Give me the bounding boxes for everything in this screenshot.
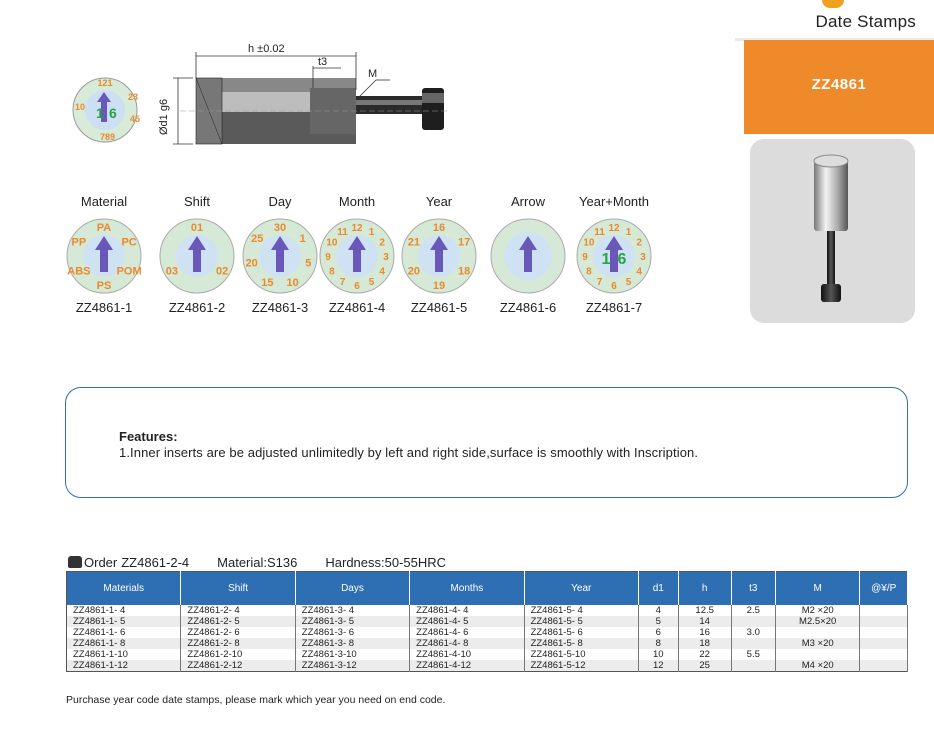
ring-label: PP xyxy=(71,236,87,249)
ring-label: 7 xyxy=(596,277,603,289)
table-cell: 25 xyxy=(678,660,731,672)
variant-label-year-month: Year+Month xyxy=(579,194,649,209)
column-header: M xyxy=(775,572,860,606)
table-cell: ZZ4861-3- 4 xyxy=(295,605,409,616)
features-box xyxy=(65,387,908,498)
ring-label: 8 xyxy=(329,266,335,278)
variant-code: ZZ4861-7 xyxy=(585,300,643,315)
table-cell: ZZ4861-2- 6 xyxy=(181,627,295,638)
variant-code: ZZ4861-5 xyxy=(410,300,468,315)
ring-label: 4 xyxy=(636,266,642,278)
variant-code: ZZ4861-1 xyxy=(75,300,133,315)
stamp-icon-year xyxy=(401,218,477,294)
table-cell: ZZ4861-3- 8 xyxy=(295,638,409,649)
ring-label: 2 xyxy=(636,237,642,249)
ring-label: 02 xyxy=(215,265,229,278)
phone-icon xyxy=(68,556,82,568)
table-row xyxy=(67,649,908,660)
ring-label: 12 xyxy=(608,223,620,234)
table-cell: ZZ4861-4- 4 xyxy=(410,605,524,616)
table-cell: ZZ4861-2- 5 xyxy=(181,616,295,627)
table-cell: ZZ4861-2- 8 xyxy=(181,638,295,649)
stamp-digit: 1 xyxy=(601,251,611,268)
table-cell: ZZ4861-5- 5 xyxy=(524,616,638,627)
column-header: Shift xyxy=(181,572,295,606)
table-cell: ZZ4861-1- 8 xyxy=(67,638,181,649)
ring-label: 5 xyxy=(368,277,375,289)
table-cell: 5 xyxy=(638,616,678,627)
svg-text:45: 45 xyxy=(130,114,141,124)
ring-label: 9 xyxy=(582,252,588,263)
table-cell: ZZ4861-4-10 xyxy=(410,649,524,660)
table-cell: M4 ×20 xyxy=(775,660,860,672)
stamp-digit: 6 xyxy=(617,251,627,268)
table-row xyxy=(67,616,908,627)
table-cell: ZZ4861-4- 6 xyxy=(410,627,524,638)
ring-label: 3 xyxy=(640,252,646,263)
ring-label: 9 xyxy=(325,252,331,263)
table-cell: 6 xyxy=(638,627,678,638)
purchase-note: Purchase year code date stamps, please mark which year you need on end code. xyxy=(66,694,446,706)
stamp-icon-arrow xyxy=(490,218,566,294)
product-photo-illustration xyxy=(750,139,915,323)
stamp-face-icon xyxy=(73,78,140,142)
table-cell: ZZ4861-3-10 xyxy=(295,649,409,660)
variant-code: ZZ4861-6 xyxy=(499,300,557,315)
stamp-icon-shift xyxy=(159,218,235,294)
table-cell: 18 xyxy=(678,638,731,649)
table-cell: ZZ4861-5- 6 xyxy=(524,627,638,638)
table-cell: 8 xyxy=(638,638,678,649)
table-cell xyxy=(860,627,908,638)
features-text: 1.Inner inserts are be adjusted unlimitedly by left and right side,surface is smoothly with Inscription. xyxy=(119,445,699,460)
table-cell: 2.5 xyxy=(731,605,775,616)
order-example: ZZ4861-2-4 xyxy=(121,555,190,570)
technical-drawing xyxy=(60,40,460,160)
ring-label: 5 xyxy=(625,277,632,289)
ring-label: 4 xyxy=(379,266,385,278)
variant-label-arrow: Arrow xyxy=(511,194,545,209)
variant-code: ZZ4861-2 xyxy=(168,300,226,315)
ring-label: 11 xyxy=(337,226,348,238)
ring-label: 6 xyxy=(354,281,360,292)
table-cell: 16 xyxy=(678,627,731,638)
table-cell xyxy=(775,649,860,660)
ring-label: POM xyxy=(116,265,142,278)
table-cell: ZZ4861-2-10 xyxy=(181,649,295,660)
ring-label: 1 xyxy=(625,226,632,238)
ring-label: 03 xyxy=(165,265,179,278)
table-cell: 12 xyxy=(638,660,678,672)
ring-label: 5 xyxy=(305,257,312,270)
table-cell: ZZ4861-1- 6 xyxy=(67,627,181,638)
table-cell xyxy=(731,616,775,627)
column-header: t3 xyxy=(731,572,775,606)
table-cell xyxy=(731,660,775,672)
model-label: ZZ4861 xyxy=(811,76,867,93)
table-cell xyxy=(860,660,908,672)
variant-label-day: Day xyxy=(268,194,292,209)
ring-label: 3 xyxy=(383,252,389,263)
variant-code: ZZ4861-4 xyxy=(328,300,386,315)
table-cell xyxy=(731,638,775,649)
ring-label: 10 xyxy=(326,237,338,249)
stamp-icon-year-month xyxy=(576,218,652,294)
table-cell: 10 xyxy=(638,649,678,660)
table-cell: 12.5 xyxy=(678,605,731,616)
table-body xyxy=(67,605,908,672)
ring-label: 15 xyxy=(261,277,274,290)
table-cell: ZZ4861-1- 4 xyxy=(67,605,181,616)
table-cell: ZZ4861-3- 6 xyxy=(295,627,409,638)
ring-label: 7 xyxy=(339,277,346,289)
stamp-icon-material xyxy=(66,218,142,294)
ring-label: 2 xyxy=(379,237,385,249)
ring-label: 1 xyxy=(299,232,306,245)
ring-label: 12 xyxy=(351,223,363,234)
ring-label: 18 xyxy=(457,265,471,278)
ring-label: 25 xyxy=(251,232,264,245)
table-cell: ZZ4861-5-10 xyxy=(524,649,638,660)
ring-label: 21 xyxy=(407,236,421,249)
table-cell xyxy=(860,616,908,627)
svg-text:6: 6 xyxy=(109,105,117,121)
table-cell xyxy=(860,649,908,660)
stamp-icon-day xyxy=(242,218,318,294)
table-cell: 5.5 xyxy=(731,649,775,660)
table-cell: ZZ4861-4-12 xyxy=(410,660,524,672)
column-header: d1 xyxy=(638,572,678,606)
table-header-row xyxy=(67,572,908,606)
ring-label: PS xyxy=(96,280,112,292)
table-cell: ZZ4861-3-12 xyxy=(295,660,409,672)
svg-text:121: 121 xyxy=(97,78,113,88)
variant-label-shift: Shift xyxy=(183,194,210,209)
table-cell: 14 xyxy=(678,616,731,627)
table-cell xyxy=(860,638,908,649)
category-title: Date Stamps xyxy=(815,12,916,31)
order-line xyxy=(68,555,474,570)
column-header: Days xyxy=(295,572,409,606)
order-material: Material:S136 xyxy=(217,555,298,570)
order-label: Order xyxy=(84,555,118,570)
ring-label: 6 xyxy=(611,281,617,292)
ring-label: 1 xyxy=(368,226,375,238)
table-cell: ZZ4861-5- 8 xyxy=(524,638,638,649)
ring-label: PC xyxy=(121,236,137,249)
table-cell: ZZ4861-5-12 xyxy=(524,660,638,672)
order-hardness: Hardness:50-55HRC xyxy=(325,555,447,570)
table-row xyxy=(67,627,908,638)
features-title: Features: xyxy=(119,429,178,444)
ring-label: PA xyxy=(96,222,112,234)
table-cell: ZZ4861-1-10 xyxy=(67,649,181,660)
svg-text:789: 789 xyxy=(100,132,116,142)
product-photo xyxy=(750,139,915,323)
ring-label: 30 xyxy=(273,222,287,234)
column-header: h xyxy=(678,572,731,606)
table-cell xyxy=(860,605,908,616)
table-cell: 22 xyxy=(678,649,731,660)
table-cell: ZZ4861-2- 4 xyxy=(181,605,295,616)
table-cell: M2.5×20 xyxy=(775,616,860,627)
ring-label: 10 xyxy=(286,277,299,290)
ring-label: 16 xyxy=(432,222,446,234)
table-cell: ZZ4861-2-12 xyxy=(181,660,295,672)
table-cell: ZZ4861-4- 5 xyxy=(410,616,524,627)
ring-label: 19 xyxy=(432,280,446,292)
ring-label: 10 xyxy=(583,237,595,249)
table-cell: M3 ×20 xyxy=(775,638,860,649)
catalog-badge-icon xyxy=(822,0,844,8)
table-cell: 4 xyxy=(638,605,678,616)
stamp-icon-month xyxy=(319,218,395,294)
model-tab xyxy=(744,40,934,134)
svg-text:Ød1 g6: Ød1 g6 xyxy=(158,98,170,135)
svg-text:t3: t3 xyxy=(318,56,328,68)
table-cell: ZZ4861-5- 4 xyxy=(524,605,638,616)
table-row xyxy=(67,660,908,672)
ring-label: 20 xyxy=(407,265,421,278)
table-cell: ZZ4861-3- 5 xyxy=(295,616,409,627)
column-header: Materials xyxy=(67,572,181,606)
table-cell: ZZ4861-1- 5 xyxy=(67,616,181,627)
table-cell xyxy=(775,627,860,638)
ring-label: ABS xyxy=(67,265,91,278)
table-cell: M2 ×20 xyxy=(775,605,860,616)
ring-label: 8 xyxy=(586,266,592,278)
variant-code: ZZ4861-3 xyxy=(251,300,309,315)
ring-label: 17 xyxy=(457,236,471,249)
column-header: Year xyxy=(524,572,638,606)
table-cell: ZZ4861-1-12 xyxy=(67,660,181,672)
column-header: Months xyxy=(410,572,524,606)
svg-text:1: 1 xyxy=(96,105,104,121)
spec-table xyxy=(66,571,908,672)
table-cell: 3.0 xyxy=(731,627,775,638)
ring-label: 11 xyxy=(594,226,605,238)
ring-label: 20 xyxy=(245,257,258,270)
table-cell: ZZ4861-4- 8 xyxy=(410,638,524,649)
svg-text:h ±0.02: h ±0.02 xyxy=(248,43,285,55)
svg-text:10: 10 xyxy=(75,102,86,112)
variant-label-month: Month xyxy=(338,194,376,209)
ring-label: 01 xyxy=(190,222,204,234)
svg-text:23: 23 xyxy=(128,92,139,102)
column-header: @¥/P xyxy=(860,572,908,606)
svg-text:M: M xyxy=(368,68,378,80)
table-row xyxy=(67,638,908,649)
table-row xyxy=(67,605,908,616)
variant-label-material: Material xyxy=(80,194,128,209)
variant-label-year: Year xyxy=(425,194,453,209)
